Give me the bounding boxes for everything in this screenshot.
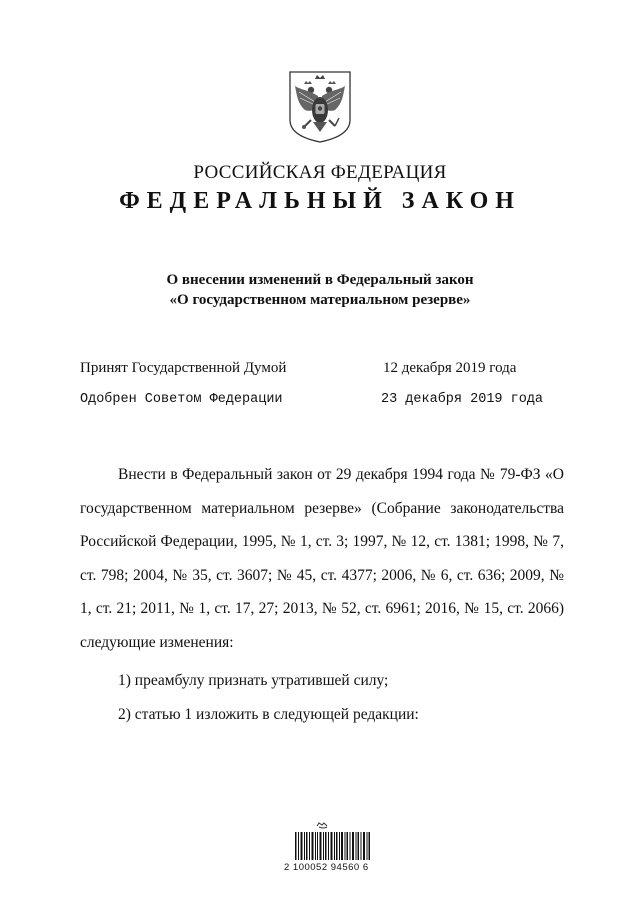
duma-adoption-date: 12 декабря 2019 года	[383, 360, 517, 376]
barcode-number: 2 100052 94560 6	[284, 862, 369, 873]
amendment-item-2: 2) статью 1 изложить в следующей редакции:	[118, 706, 419, 723]
duma-adoption-label: Принят Государственной Думой	[80, 360, 287, 376]
russian-coat-of-arms-icon	[287, 70, 353, 144]
amendment-item-1: 1) преамбулу признать утратившей силу;	[118, 672, 389, 689]
law-type-heading: ФЕДЕРАЛЬНЫЙ ЗАКОН	[119, 188, 521, 214]
council-approval-date: 23 декабря 2019 года	[381, 392, 544, 407]
council-approval-label: Одобрен Советом Федерации	[80, 392, 283, 407]
law-title-line-2: «О государственном материальном резерве»	[169, 292, 471, 308]
intro-paragraph: Внести в Федеральный закон от 29 декабря 1994 года № 79-ФЗ «О государственном материальном резерве» (Собрание законодательства Российской Федерации, 1995, № 1, ст. 3; 1997, № 12, ст. 1381; 1998, № 7, ст. 798; 2004, № 35, ст. 3607; № 45, ст. 4377; 2006, № 6, ст. 636; 2009, № 1, ст. 21; 2011, № 1, ст. 17, 27; 2013, № 52, ст. 6961; 2016, № 15, ст. 2066) следующие изменения:	[80, 466, 564, 651]
law-title	[0, 270, 640, 310]
country-name: РОССИЙСКАЯ ФЕДЕРАЦИЯ	[193, 162, 447, 183]
law-title-line-1: О внесении изменений в Федеральный закон	[166, 272, 474, 288]
law-body-intro	[80, 458, 564, 660]
